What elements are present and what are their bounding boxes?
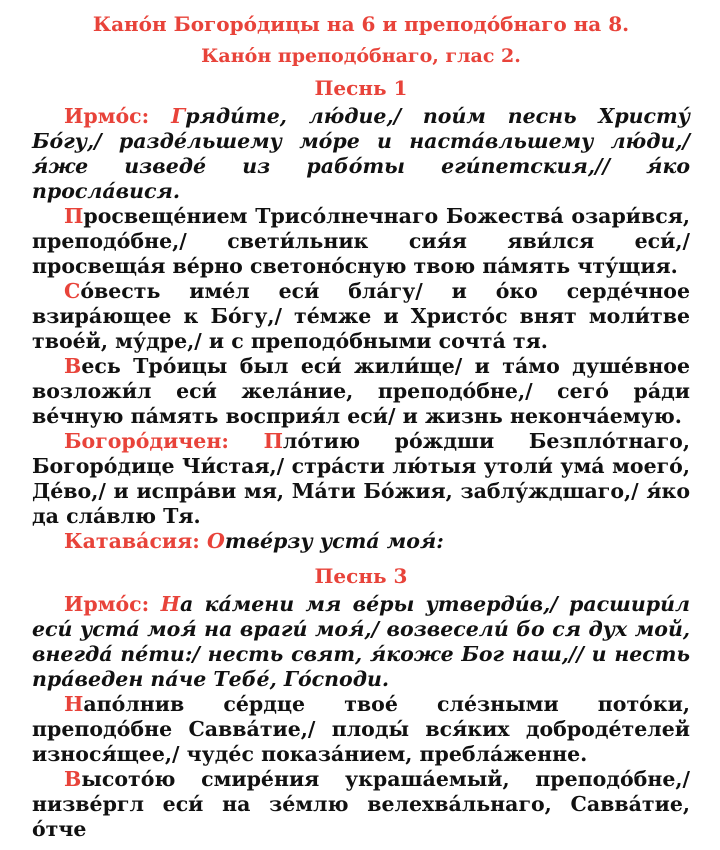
drop-letter: В bbox=[64, 767, 82, 791]
canon-subtitle: Кано́н преподо́бнаго, глас 2. bbox=[201, 45, 521, 67]
drop-letter: В bbox=[64, 354, 82, 378]
theotokion-paragraph bbox=[32, 429, 690, 529]
drop-letter: Н bbox=[160, 592, 180, 616]
rubric-label: Катава́сия: bbox=[64, 529, 200, 553]
paragraph-text: ряди́те, лю́дие,/ пои́м песнь Христу́ Бо́гу,/ разде́льшему мо́ре и наста́вльшему лю́ди,/ я́же изведе́ из рабо́ты еги́петския,// я́ко просла́вися. bbox=[32, 104, 690, 203]
drop-letter: П bbox=[64, 204, 84, 228]
irmos-paragraph bbox=[32, 592, 690, 692]
paragraph-text: о́весть име́л еси́ бла́гу/ и о́ко серде́чное взира́ющее к Бо́гу,/ те́мже и Христо́с внят моли́тве твое́й, му́дре,/ и с преподо́бными сочта́ тя. bbox=[32, 279, 690, 353]
paragraph-text: ысото́ю смире́ния украша́емый, преподо́бне,/ низве́ргл еси́ на зе́млю велехва́льнаго, Савва́тие, о́тче bbox=[32, 767, 690, 841]
troparion-paragraph bbox=[32, 692, 690, 767]
troparion-paragraph bbox=[32, 204, 690, 279]
drop-letter: Н bbox=[64, 692, 84, 716]
drop-letter: О bbox=[206, 529, 225, 553]
paragraph-text: а ка́мени мя ве́ры утверди́в,/ расшири́л еси́ уста́ моя́ на враги́ моя́,/ возвесели́ бо ся дух мой, внегда́ пе́ти:/ несть свят, я́коже Бог наш,// и несть пра́веден па́че Тебе́, Го́споди. bbox=[32, 592, 690, 691]
troparion-paragraph bbox=[32, 354, 690, 429]
irmos-paragraph bbox=[32, 104, 690, 204]
drop-letter: Г bbox=[171, 104, 186, 128]
katavasia-paragraph bbox=[32, 529, 690, 554]
rubric-label: Богоро́дичен: bbox=[64, 429, 229, 453]
paragraph-text: есь Тро́ицы был еси́ жили́ще/ и та́мо душе́вное возложи́л еси́ жела́ние, преподо́бне,/ сего́ ра́ди ве́чную па́мять восприя́л еси́/ и жизнь неконча́емую. bbox=[32, 354, 690, 428]
drop-letter: С bbox=[64, 279, 81, 303]
song-1-title: Песнь 1 bbox=[314, 76, 408, 100]
drop-letter: П bbox=[263, 429, 283, 453]
song-3-title: Песнь 3 bbox=[314, 564, 408, 588]
troparion-paragraph bbox=[32, 767, 690, 842]
canon-title: Кано́н Богоро́дицы на 6 и преподо́бнаго на 8. bbox=[92, 12, 630, 36]
rubric-label: Ирмо́с: bbox=[64, 104, 150, 128]
paragraph-text: ло́тию ро́ждши Безпло́тнаго, Богоро́дице Чи́стая,/ стра́сти лю́тыя утоли́ ума́ моего́, Де́во,/ и испра́ви мя, Ма́ти Бо́жия, заблу́ждшаго,/ я́ко да сла́влю Тя. bbox=[32, 429, 690, 528]
rubric-label: Ирмо́с: bbox=[64, 592, 150, 616]
paragraph-text: росвеще́нием Трисо́лнечнаго Божества́ озари́вся, преподо́бне,/ свети́льник сия́я яви́лся еси́,/ просвеща́я ве́рно светоно́сную твою па́мять чту́щия. bbox=[32, 204, 690, 278]
troparion-paragraph bbox=[32, 279, 690, 354]
paragraph-text: апо́лнив се́рдце твое́ сле́зными пото́ки, преподо́бне Савва́тие,/ плоды́ вся́ких доброде́телей износя́щее,/ чуде́с показа́нием, пребла́женне. bbox=[32, 692, 690, 766]
paragraph-text: тве́рзу уста́ моя́: bbox=[224, 529, 444, 553]
